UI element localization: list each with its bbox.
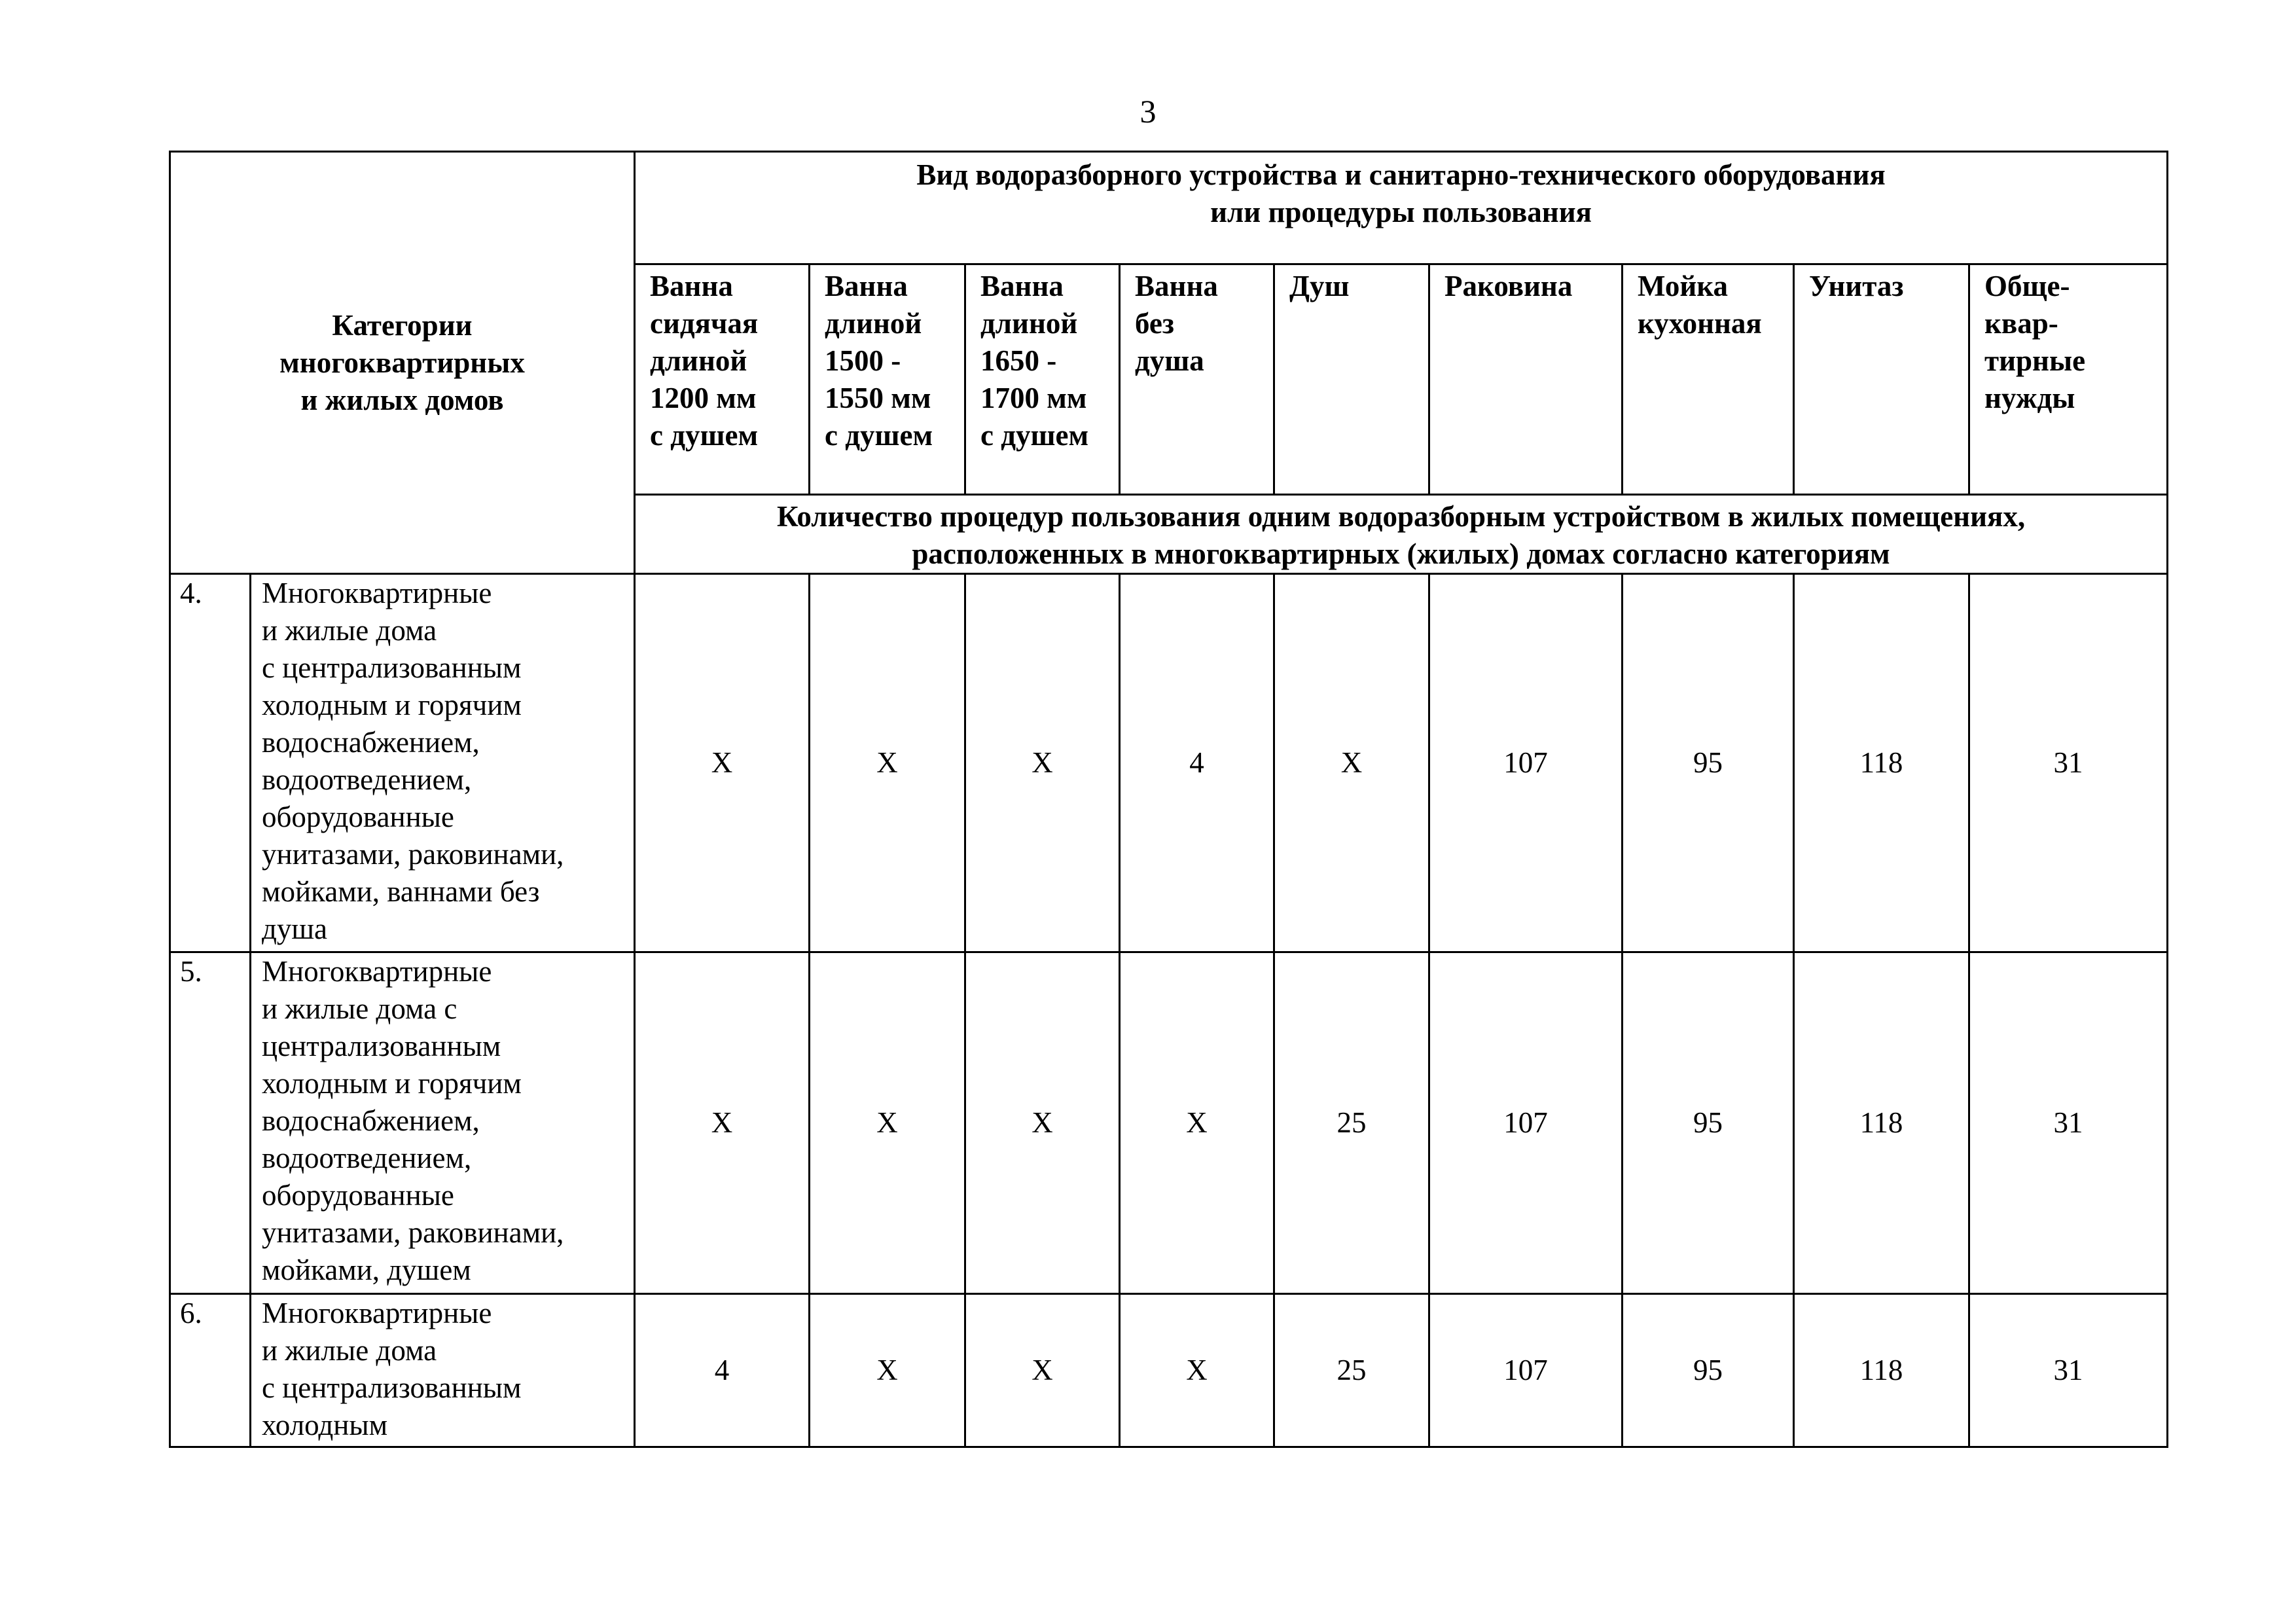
- quantity-header-cell: [635, 495, 2168, 574]
- column-header: Душ: [1274, 264, 1429, 495]
- column-header: Обще- квар- тирные нужды: [1969, 264, 2168, 495]
- table-cell: 4: [1120, 574, 1274, 952]
- column-header: Унитаз: [1794, 264, 1969, 495]
- page-number: 3: [1139, 93, 1157, 130]
- table-cell: Х: [1120, 952, 1274, 1294]
- equipment-header-cell: [635, 152, 2168, 264]
- row-description: Многоквартирные и жилые дома с централизованным холодным и горячим водоснабжением, водоотведением, оборудованные унитазами, раковинами, мойками, ваннами без душа: [251, 574, 635, 952]
- table-cell: 118: [1794, 574, 1969, 952]
- table-cell: 107: [1429, 1294, 1623, 1447]
- table-row: [170, 574, 2168, 952]
- norms-table: [169, 151, 2168, 1448]
- table-cell: 107: [1429, 574, 1623, 952]
- table-cell: 25: [1274, 952, 1429, 1294]
- column-header: Мойка кухонная: [1623, 264, 1794, 495]
- table-row: [170, 952, 2168, 1294]
- category-header: Категории многоквартирных и жилых домов: [279, 308, 525, 416]
- table-cell: Х: [635, 574, 810, 952]
- table-cell: 31: [1969, 952, 2168, 1294]
- table-row: [170, 1294, 2168, 1447]
- row-number: 6.: [170, 1294, 251, 1447]
- equipment-header: Вид водоразборного устройства и санитарно-технического оборудования или процедуры пользования: [916, 158, 1886, 228]
- table-cell: 31: [1969, 574, 2168, 952]
- table-cell: 95: [1623, 1294, 1794, 1447]
- row-description: Многоквартирные и жилые дома с централизованным холодным и горячим водоснабжением, водоотведением, оборудованные унитазами, раковинами, мойками, душем: [251, 952, 635, 1294]
- column-header: Ванна сидячая длиной 1200 мм с душем: [635, 264, 810, 495]
- column-header: Ванна длиной 1500 - 1550 мм с душем: [810, 264, 965, 495]
- table-cell: Х: [965, 952, 1120, 1294]
- table-cell: 25: [1274, 1294, 1429, 1447]
- table-cell: Х: [810, 1294, 965, 1447]
- table-cell: 95: [1623, 574, 1794, 952]
- column-header: Раковина: [1429, 264, 1623, 495]
- row-description: Многоквартирные и жилые дома с централизованным холодным: [251, 1294, 635, 1447]
- table-cell: Х: [965, 1294, 1120, 1447]
- table-cell: 118: [1794, 1294, 1969, 1447]
- category-header-cell: [170, 152, 635, 574]
- table-cell: 31: [1969, 1294, 2168, 1447]
- table-header-row: [170, 152, 2168, 264]
- table-cell: Х: [1120, 1294, 1274, 1447]
- column-header: Ванна длиной 1650 - 1700 мм с душем: [965, 264, 1120, 495]
- quantity-header: Количество процедур пользования одним водоразборным устройством в жилых помещениях, расположенных в многоквартирных (жилых) домах согласно категориям: [776, 500, 2026, 570]
- table-cell: Х: [810, 574, 965, 952]
- row-number: 4.: [170, 574, 251, 952]
- row-number: 5.: [170, 952, 251, 1294]
- table-cell: Х: [810, 952, 965, 1294]
- table-cell: Х: [1274, 574, 1429, 952]
- column-header: Ванна без душа: [1120, 264, 1274, 495]
- table-cell: 95: [1623, 952, 1794, 1294]
- table-cell: Х: [965, 574, 1120, 952]
- table-cell: Х: [635, 952, 810, 1294]
- table-cell: 118: [1794, 952, 1969, 1294]
- table-cell: 4: [635, 1294, 810, 1447]
- table-cell: 107: [1429, 952, 1623, 1294]
